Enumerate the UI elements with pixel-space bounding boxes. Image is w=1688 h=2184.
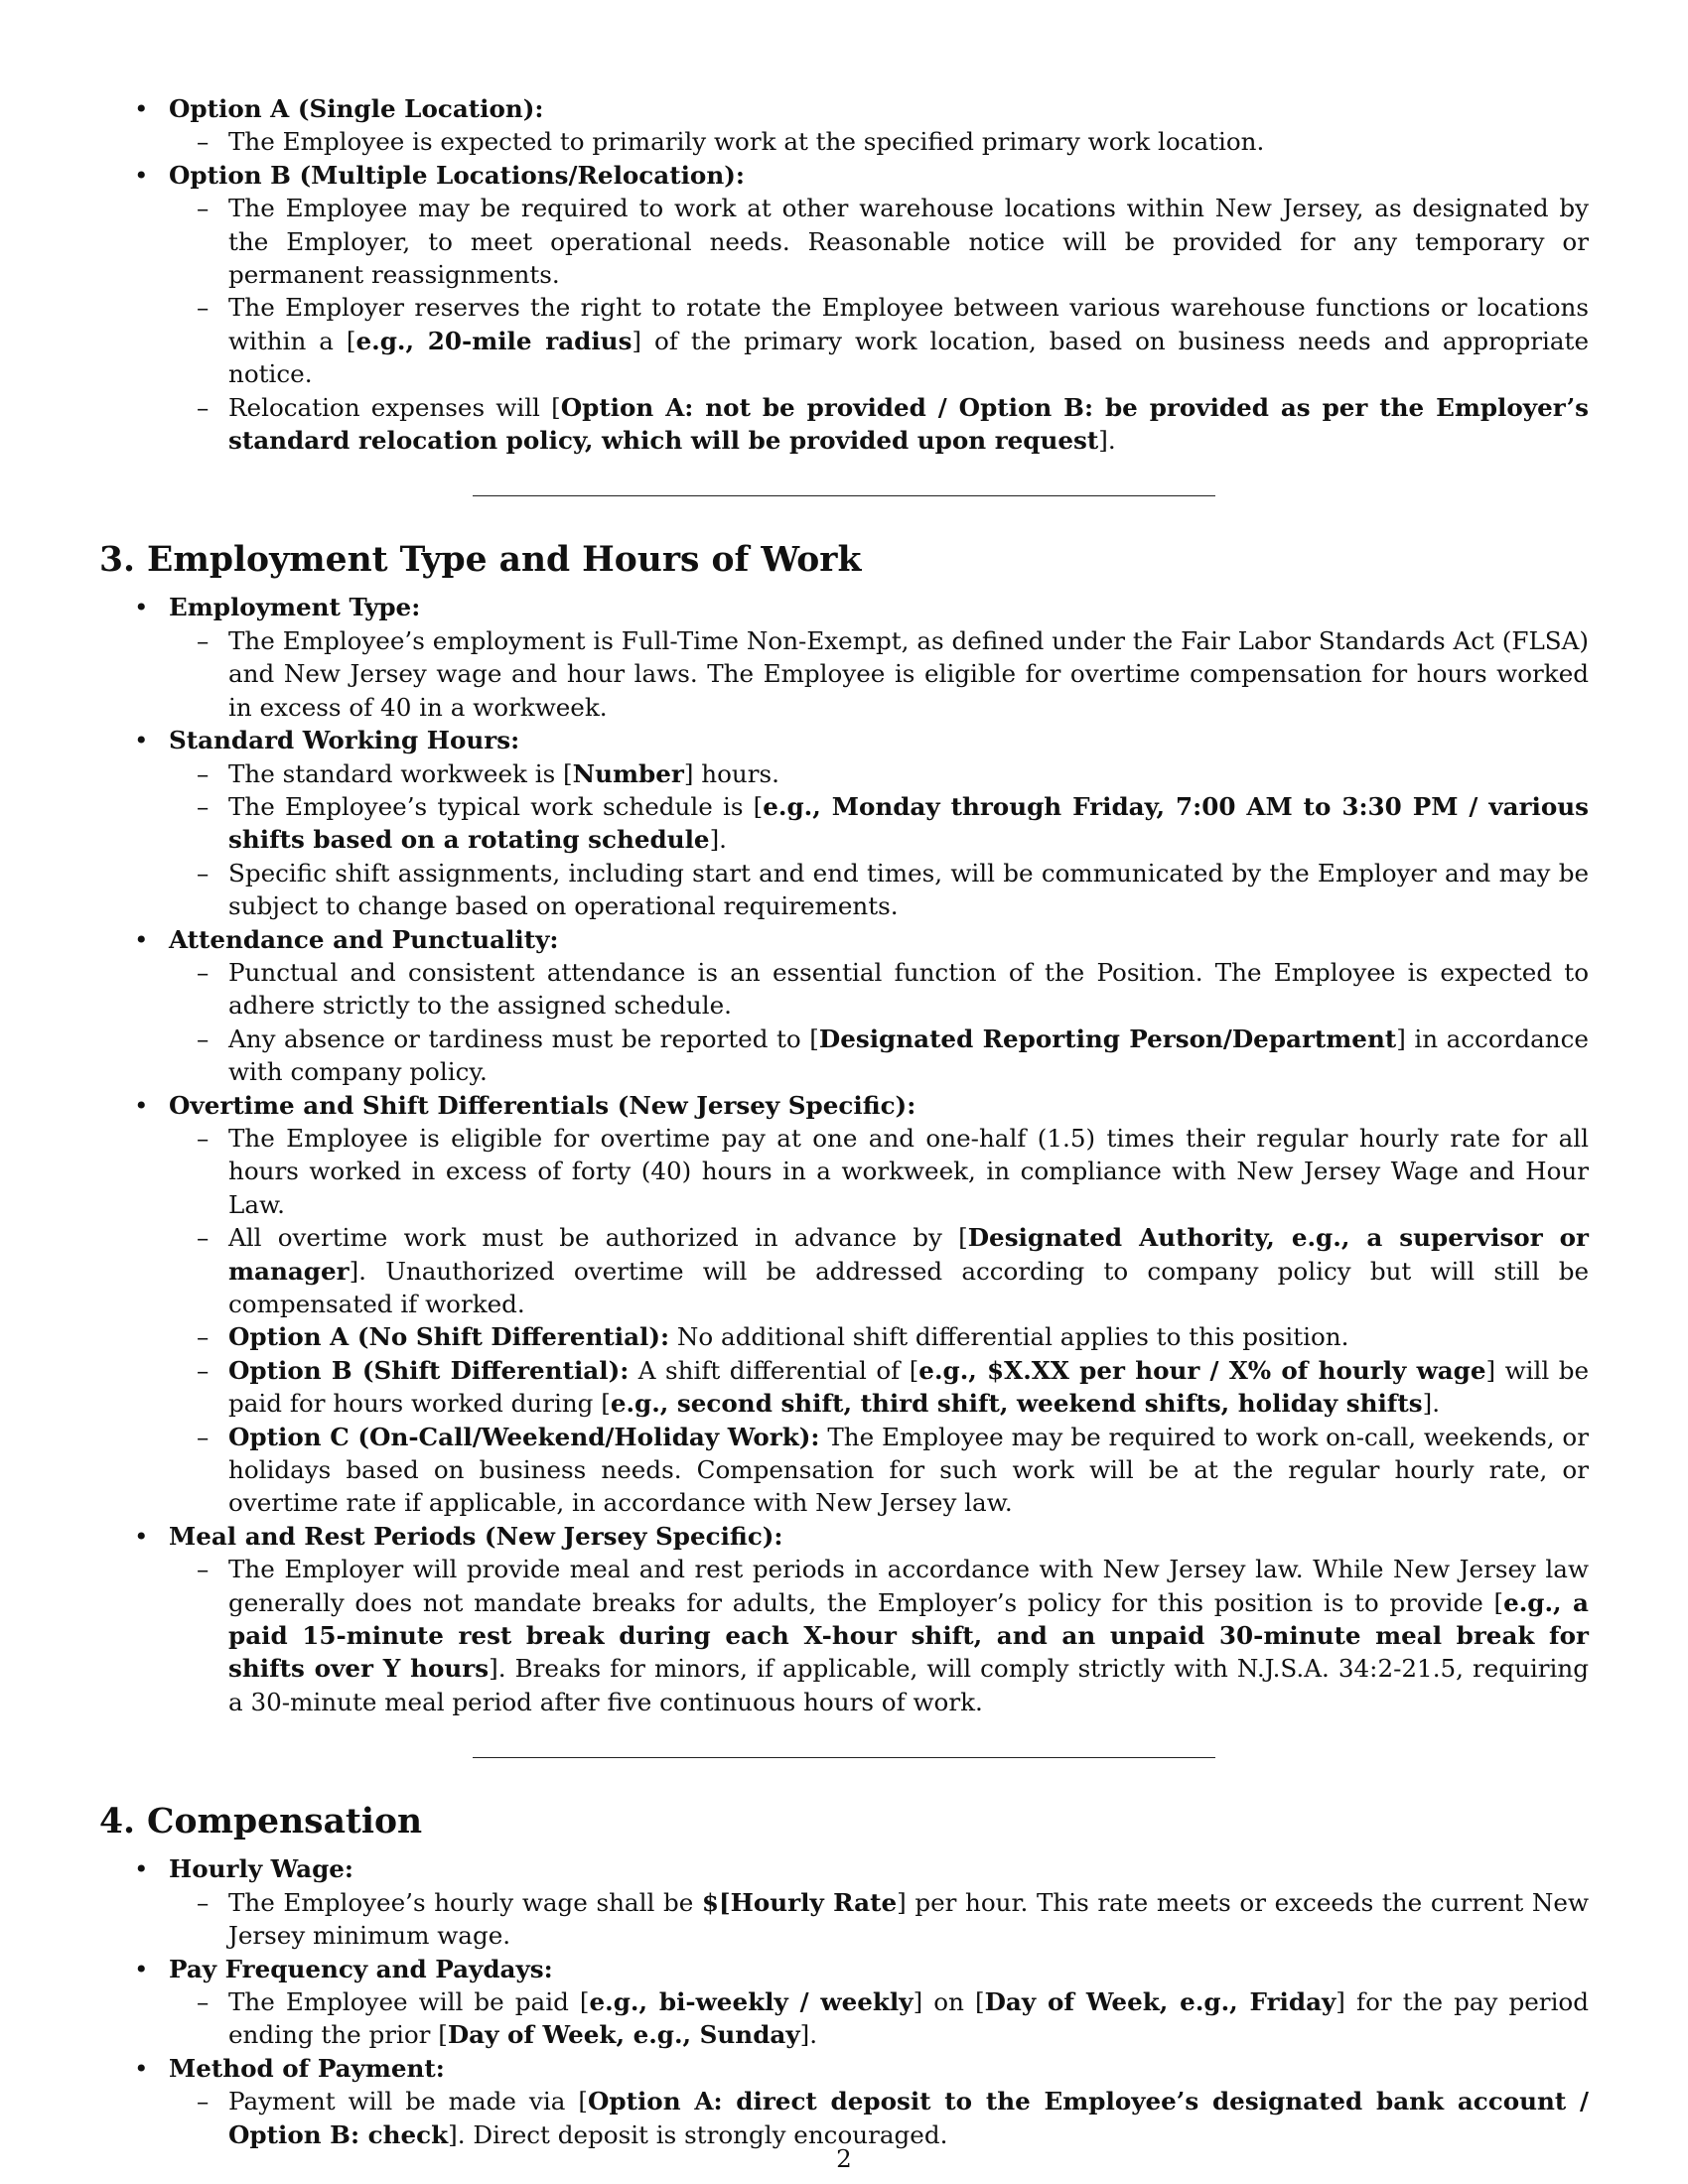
list-item: – Relocation expenses will [Option A: not be provided / Option B: be provided as per the Employer’s standard relocation policy, which will be provided upon request]. xyxy=(169,391,1589,458)
list-item: – The Employee’s employment is Full-Time Non-Exempt, as defined under the Fair Labor Standards Act (FLSA) and New Jersey wage and hour laws. The Employee is eligible for overtime compensation for hours worked in excess of 40 in a workweek. xyxy=(169,624,1589,724)
list-item: – The Employer reserves the right to rotate the Employee between various warehouse functions or locations within a [e.g., 20-mile radius] of the primary work location, based on business needs and appropriate notice. xyxy=(169,291,1589,390)
payment-method-label: Method of Payment: xyxy=(169,2053,445,2083)
pay-frequency-label: Pay Frequency and Paydays: xyxy=(169,1954,553,1983)
list-item xyxy=(99,1520,1589,1718)
list-item: – Payment will be made via [Option A: direct deposit to the Employee’s designated bank account / Option B: check]. Direct deposit is strongly encouraged. xyxy=(169,2085,1589,2151)
section-heading: 4. Compensation xyxy=(99,1802,423,1843)
work-location-options xyxy=(99,92,1589,457)
list-item: – The Employee is eligible for overtime pay at one and one-half (1.5) times their regular hourly rate for all hours worked in excess of forty (40) hours in a workweek, in compliance with New Jersey Wage and Hour Law. xyxy=(169,1122,1589,1221)
list-item xyxy=(99,2052,1589,2151)
list-item: – The Employee will be paid [e.g., bi-weekly / weekly] on [Day of Week, e.g., Friday] for the pay period ending the prior [Day of Week, e.g., Sunday]. xyxy=(169,1985,1589,2052)
employment-type-list xyxy=(99,591,1589,1718)
list-item: – Option C (On-Call/Weekend/Holiday Work): The Employee may be required to work on-call, weekends, or holidays based on business needs. Compensation for such work will be at the regular hourly rate, or overtime rate if applicable, in accordance with New Jersey law. xyxy=(169,1421,1589,1520)
list-item: – Option B (Shift Differential): A shift differential of [e.g., $X.XX per hour / X% of hourly wage] will be paid for hours worked during [e.g., second shift, third shift, weekend shifts, holiday shifts]. xyxy=(169,1354,1589,1421)
page-number: 2 xyxy=(836,2144,852,2173)
list-item xyxy=(99,724,1589,922)
hourly-wage-label: Hourly Wage: xyxy=(169,1854,354,1884)
list-item: – Any absence or tardiness must be reported to [Designated Reporting Person/Department] in accordance with company policy. xyxy=(169,1023,1589,1089)
list-item: – The Employee’s hourly wage shall be $[Hourly Rate] per hour. This rate meets or exceeds the current New Jersey minimum wage. xyxy=(169,1886,1589,1953)
option-a-label: Option A (Single Location): xyxy=(169,94,544,123)
list-item xyxy=(99,1953,1589,2052)
section-heading: 3. Employment Type and Hours of Work xyxy=(99,540,862,581)
list-item xyxy=(99,1852,1589,1952)
list-item xyxy=(99,1089,1589,1520)
meal-rest-label: Meal and Rest Periods (New Jersey Specific): xyxy=(169,1521,783,1551)
list-item: – The Employee is expected to primarily work at the specified primary work location. xyxy=(169,125,1589,158)
section-divider xyxy=(473,1757,1215,1758)
list-item xyxy=(99,591,1589,724)
section-divider xyxy=(473,495,1215,496)
list-item: – Specific shift assignments, including start and end times, will be communicated by the Employer and may be subject to change based on operational requirements. xyxy=(169,857,1589,923)
overtime-label: Overtime and Shift Differentials (New Jersey Specific): xyxy=(169,1090,916,1120)
list-item: – The Employee’s typical work schedule is [e.g., Monday through Friday, 7:00 AM to 3:30 PM / various shifts based on a rotating schedule]. xyxy=(169,790,1589,857)
list-item: – All overtime work must be authorized in advance by [Designated Authority, e.g., a supervisor or manager]. Unauthorized overtime will be addressed according to company policy but will still be compensated if worked. xyxy=(169,1221,1589,1320)
list-item: – Option A (No Shift Differential): No additional shift differential applies to this position. xyxy=(169,1320,1589,1353)
option-b-label: Option B (Multiple Locations/Relocation): xyxy=(169,160,745,190)
list-item xyxy=(99,92,1589,159)
list-item: – Punctual and consistent attendance is an essential function of the Position. The Employee is expected to adhere strictly to the assigned schedule. xyxy=(169,956,1589,1023)
list-item: – The standard workweek is [Number] hours. xyxy=(169,757,1589,790)
attendance-label: Attendance and Punctuality: xyxy=(169,924,559,954)
document-page xyxy=(99,92,1589,2151)
list-item xyxy=(99,159,1589,458)
list-item xyxy=(99,923,1589,1089)
working-hours-label: Standard Working Hours: xyxy=(169,726,520,755)
list-item: – The Employer will provide meal and rest periods in accordance with New Jersey law. While New Jersey law generally does not mandate breaks for adults, the Employer’s policy for this position is to provide [e.g., a paid 15-minute rest break during each X-hour shift, and an unpaid 30-minute meal break for shifts over Y hours]. Breaks for minors, if applicable, will comply strictly with N.J.S.A. 34:2-21.5, requiring a 30-minute meal period after five continuous hours of work. xyxy=(169,1553,1589,1718)
list-item: – The Employee may be required to work at other warehouse locations within New Jersey, as designated by the Employer, to meet operational needs. Reasonable notice will be provided for any temporary or permanent reassignments. xyxy=(169,192,1589,291)
employment-type-label: Employment Type: xyxy=(169,593,421,622)
compensation-list xyxy=(99,1852,1589,2151)
